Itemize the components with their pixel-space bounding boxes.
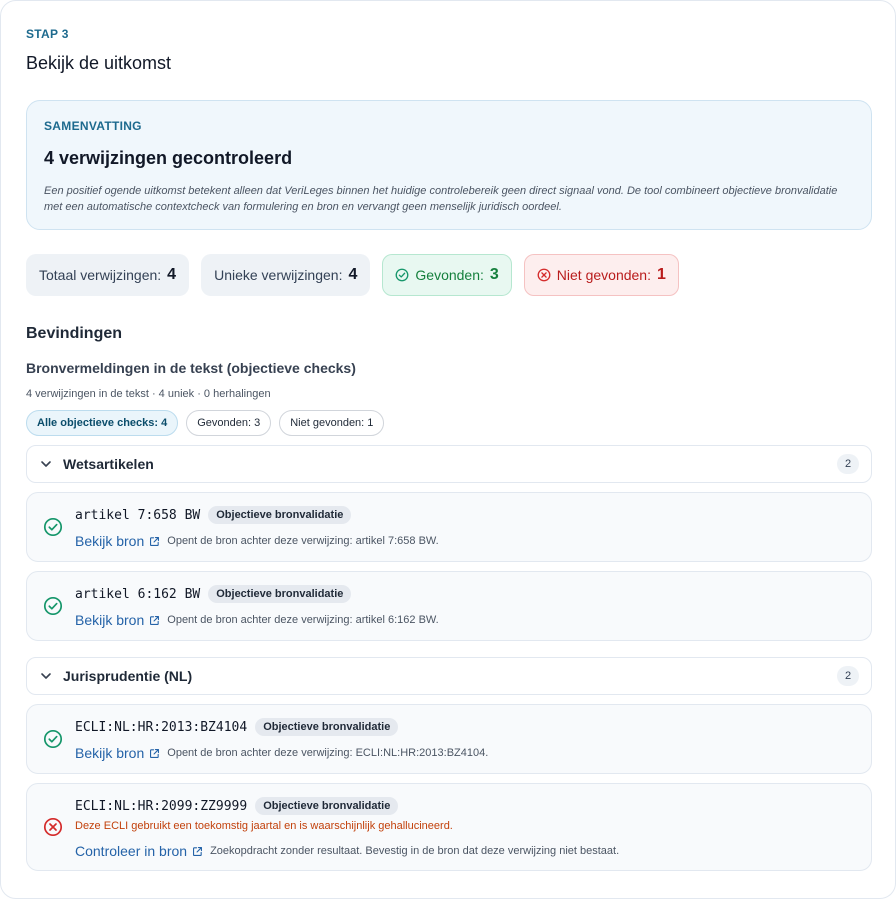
hallucination-warning: Deze ECLI gebruikt een toekomstig jaartal en is waarschijnlijk gehallucineerd. — [75, 820, 453, 832]
reference-text: ECLI:NL:HR:2099:ZZ9999 — [75, 798, 248, 814]
check-circle-icon — [395, 268, 409, 282]
summary-label: SAMENVATTING — [44, 119, 142, 133]
group-count-badge: 2 — [837, 666, 859, 686]
filter-not-found[interactable]: Niet gevonden: 1 — [279, 410, 384, 436]
summary-disclaimer: Een positief ogende uitkomst betekent alleen dat VeriLeges binnen het huidige controlebereik geen direct signaal vond. De tool combineert objectieve bronvalidatie met een automatische contextcheck van formulering en bron en vervangt geen menselijk juridisch oordeel. — [44, 185, 838, 213]
reference-item — [26, 492, 872, 562]
stats-row — [26, 254, 870, 296]
stat-found — [382, 254, 511, 296]
x-circle-icon — [537, 268, 551, 282]
stat-unique — [201, 254, 370, 296]
reference-item-not-found — [26, 783, 872, 871]
validation-tag: Objectieve bronvalidatie — [255, 718, 398, 736]
validation-tag: Objectieve bronvalidatie — [255, 797, 398, 815]
step-label: STAP 3 — [26, 27, 69, 41]
validation-tag: Objectieve bronvalidatie — [208, 506, 351, 524]
stat-unique-label: Unieke verwijzingen: — [214, 267, 343, 283]
reference-item — [26, 704, 872, 774]
filter-chips — [26, 410, 870, 436]
group-title: Wetsartikelen — [63, 456, 154, 472]
summary-panel — [26, 100, 872, 230]
external-link-icon — [192, 846, 203, 857]
stat-unique-value: 4 — [348, 266, 358, 283]
page-title: Bekijk de uitkomst — [26, 53, 172, 73]
filter-found[interactable]: Gevonden: 3 — [186, 410, 271, 436]
x-circle-icon — [43, 817, 63, 837]
stat-not-found-label: Niet gevonden: — [556, 267, 651, 283]
validation-tag: Objectieve bronvalidatie — [208, 585, 351, 603]
reference-text: artikel 6:162 BW — [75, 586, 201, 602]
findings-heading: Bevindingen — [26, 325, 123, 342]
external-link-icon — [149, 748, 160, 759]
findings-subheading: Bronvermeldingen in de tekst (objectieve checks) — [26, 360, 356, 376]
stat-not-found-value: 1 — [656, 266, 666, 283]
chevron-down-icon — [39, 669, 53, 683]
view-source-link[interactable]: Bekijk bron — [75, 533, 145, 549]
stat-total-label: Totaal verwijzingen: — [39, 267, 162, 283]
source-description: Opent de bron achter deze verwijzing: ECLI:NL:HR:2013:BZ4104. — [167, 747, 489, 759]
reference-item — [26, 571, 872, 641]
group-count-badge: 2 — [837, 454, 859, 474]
group-header-jurisprudentie[interactable] — [26, 657, 872, 695]
check-circle-icon — [43, 596, 63, 616]
stat-total-value: 4 — [167, 266, 177, 283]
check-circle-icon — [43, 517, 63, 537]
source-description: Opent de bron achter deze verwijzing: artikel 7:658 BW. — [167, 535, 439, 547]
stat-total — [26, 254, 189, 296]
stat-not-found — [524, 254, 679, 296]
reference-text: artikel 7:658 BW — [75, 507, 201, 523]
source-description: Zoekopdracht zonder resultaat. Bevestig in de bron dat deze verwijzing niet bestaat. — [210, 845, 620, 857]
group-header-wetsartikelen[interactable] — [26, 445, 872, 483]
findings-meta: 4 verwijzingen in de tekst · 4 uniek · 0 herhalingen — [26, 388, 271, 400]
view-source-link[interactable]: Bekijk bron — [75, 612, 145, 628]
view-source-link[interactable]: Bekijk bron — [75, 745, 145, 761]
stat-found-label: Gevonden: — [415, 267, 484, 283]
reference-text: ECLI:NL:HR:2013:BZ4104 — [75, 719, 248, 735]
external-link-icon — [149, 536, 160, 547]
check-source-link[interactable]: Controleer in bron — [75, 843, 188, 859]
external-link-icon — [149, 615, 160, 626]
check-circle-icon — [43, 729, 63, 749]
chevron-down-icon — [39, 457, 53, 471]
filter-all[interactable]: Alle objectieve checks: 4 — [26, 410, 178, 436]
stat-found-value: 3 — [489, 266, 499, 283]
summary-title: 4 verwijzingen gecontroleerd — [44, 148, 293, 168]
group-title: Jurisprudentie (NL) — [63, 668, 193, 684]
source-description: Opent de bron achter deze verwijzing: artikel 6:162 BW. — [167, 614, 439, 626]
